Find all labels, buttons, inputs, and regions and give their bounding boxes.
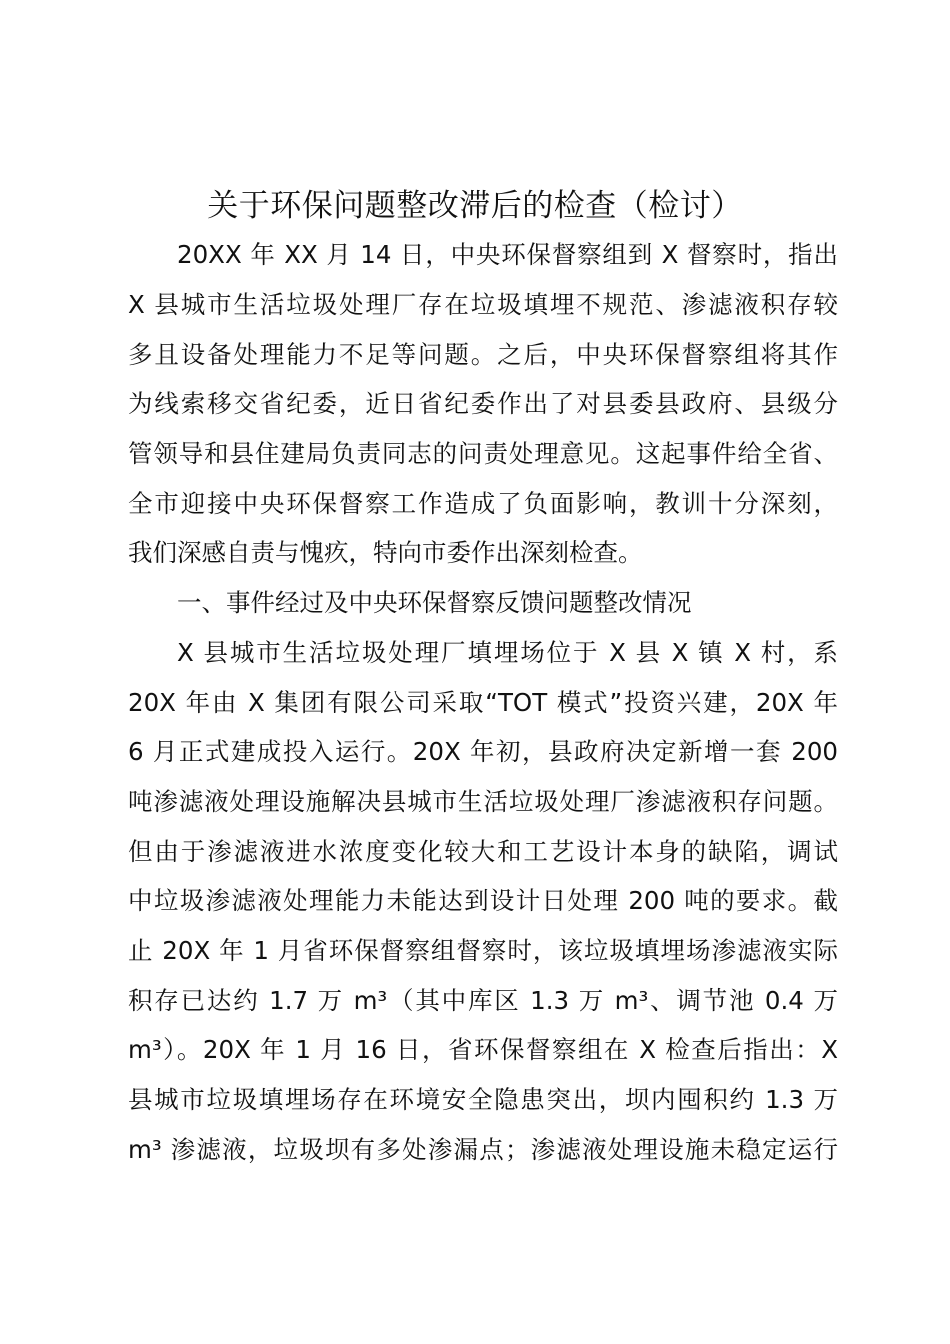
paragraph-line: 20X 年由 X 集团有限公司采取“TOT 模式”投资兴建，20X 年	[128, 688, 838, 717]
paragraph-line: m³ 渗滤液，垃圾坝有多处渗漏点；渗滤液处理设施未稳定运行	[128, 1135, 838, 1164]
paragraph-line: X 县城市生活垃圾处理厂填埋场位于 X 县 X 镇 X 村，系	[177, 638, 838, 667]
paragraph-line: 积存已达约 1.7 万 m³（其中库区 1.3 万 m³、调节池 0.4 万	[128, 986, 838, 1015]
document-title: 关于环保问题整改滞后的检查（检讨）	[207, 188, 743, 224]
paragraph-line: 县城市垃圾填埋场存在环境安全隐患突出，坝内囤积约 1.3 万	[128, 1085, 838, 1114]
paragraph-line: 吨渗滤液处理设施解决县城市生活垃圾处理厂渗滤液积存问题。	[128, 787, 838, 816]
paragraph-line: 20XX 年 XX 月 14 日，中央环保督察组到 X 督察时，指出	[177, 240, 838, 269]
section-heading: 一、事件经过及中央环保督察反馈问题整改情况	[177, 588, 692, 617]
paragraph-line: 中垃圾渗滤液处理能力未能达到设计日处理 200 吨的要求。截	[128, 886, 838, 915]
paragraph-line: 全市迎接中央环保督察工作造成了负面影响，教训十分深刻，	[128, 489, 838, 518]
paragraph-line: m³）。20X 年 1 月 16 日，省环保督察组在 X 检查后指出：X	[128, 1035, 838, 1064]
paragraph-line: X 县城市生活垃圾处理厂存在垃圾填埋不规范、渗滤液积存较	[128, 290, 838, 319]
paragraph-line: 6 月正式建成投入运行。20X 年初，县政府决定新增一套 200	[128, 737, 838, 766]
paragraph-line: 止 20X 年 1 月省环保督察组督察时，该垃圾填埋场渗滤液实际	[128, 936, 838, 965]
paragraph-line: 为线索移交省纪委，近日省纪委作出了对县委县政府、县级分	[128, 389, 838, 418]
paragraph-line: 但由于渗滤液进水浓度变化较大和工艺设计本身的缺陷，调试	[128, 837, 838, 866]
paragraph-line: 多且设备处理能力不足等问题。之后，中央环保督察组将其作	[128, 340, 838, 369]
paragraph-line: 我们深感自责与愧疚，特向市委作出深刻检查。	[128, 538, 643, 567]
paragraph-line: 管领导和县住建局负责同志的问责处理意见。这起事件给全省、	[128, 439, 838, 468]
